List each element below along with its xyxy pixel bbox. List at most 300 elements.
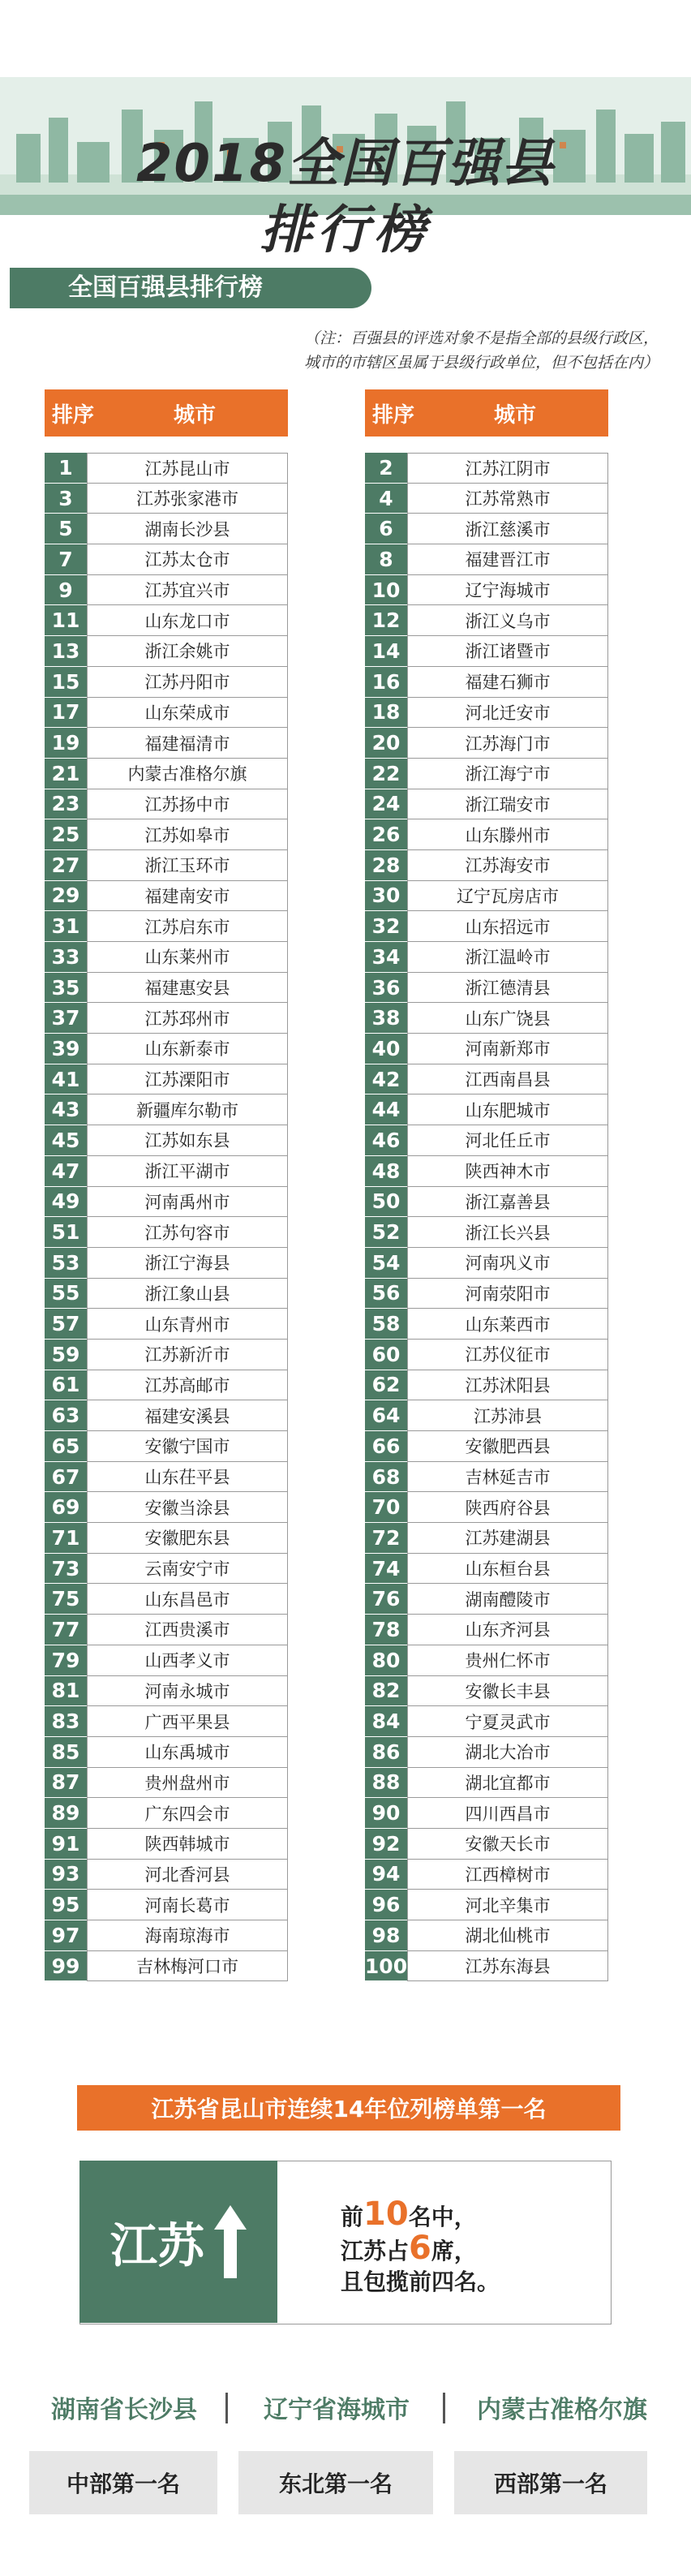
city-cell: 江苏沛县 (407, 1400, 608, 1431)
table-row (365, 881, 608, 912)
city-cell: 福建安溪县 (87, 1400, 288, 1431)
city-cell: 江苏宜兴市 (87, 575, 288, 606)
rank-cell: 79 (45, 1645, 87, 1676)
city-cell: 福建福清市 (87, 728, 288, 759)
rank-cell: 61 (45, 1370, 87, 1401)
city-cell: 山东肥城市 (407, 1094, 608, 1125)
table-row (45, 636, 288, 667)
rank-cell: 90 (365, 1798, 407, 1829)
table-row (45, 1034, 288, 1064)
table-row (45, 1768, 288, 1799)
table-row (365, 1003, 608, 1034)
table-row (45, 1706, 288, 1737)
rank-cell: 89 (45, 1798, 87, 1829)
city-cell: 山东莱州市 (87, 942, 288, 973)
table-row (45, 973, 288, 1004)
city-cell: 河南荥阳市 (407, 1279, 608, 1310)
rank-cell: 58 (365, 1309, 407, 1340)
rank-cell: 75 (45, 1584, 87, 1615)
rank-cell: 57 (45, 1309, 87, 1340)
table-row (365, 605, 608, 636)
rank-cell: 40 (365, 1034, 407, 1064)
city-cell: 安徽天长市 (407, 1829, 608, 1860)
table-row (45, 1462, 288, 1493)
city-cell: 山西孝义市 (87, 1645, 288, 1676)
city-cell: 江苏仪征市 (407, 1340, 608, 1370)
rank-cell: 18 (365, 698, 407, 729)
city-cell: 湖南长沙县 (87, 514, 288, 544)
header-rank: 排序 (371, 402, 414, 428)
city-cell: 江苏张家港市 (87, 484, 288, 514)
rank-cell: 78 (365, 1615, 407, 1645)
city-cell: 山东茌平县 (87, 1462, 288, 1493)
rank-cell: 65 (45, 1431, 87, 1462)
table-row (365, 1462, 608, 1493)
rank-cell: 25 (45, 819, 87, 850)
rank-cell: 39 (45, 1034, 87, 1064)
table-row (365, 1094, 608, 1125)
city-cell: 浙江象山县 (87, 1279, 288, 1310)
city-cell: 四川西昌市 (407, 1798, 608, 1829)
table-row (45, 1187, 288, 1218)
table-row (365, 1156, 608, 1187)
table-row (45, 1890, 288, 1920)
rank-cell: 42 (365, 1064, 407, 1095)
table-row (45, 453, 288, 484)
city-cell: 山东荣成市 (87, 698, 288, 729)
rank-cell: 56 (365, 1279, 407, 1310)
table-row (45, 1003, 288, 1034)
city-cell: 湖南醴陵市 (407, 1584, 608, 1615)
rank-cell: 33 (45, 942, 87, 973)
table-row (365, 1523, 608, 1554)
summary-number-10: 10 (363, 2195, 409, 2233)
rank-cell: 76 (365, 1584, 407, 1615)
city-cell: 江苏丹阳市 (87, 667, 288, 698)
rank-cell: 85 (45, 1737, 87, 1768)
rank-cell: 64 (365, 1400, 407, 1431)
rank-cell: 62 (365, 1370, 407, 1401)
rank-cell: 93 (45, 1860, 87, 1890)
table-row (45, 850, 288, 881)
rank-cell: 21 (45, 759, 87, 789)
city-cell: 陕西神木市 (407, 1156, 608, 1187)
rank-cell: 55 (45, 1279, 87, 1310)
rank-cell: 92 (365, 1829, 407, 1860)
table-row (365, 1645, 608, 1676)
city-cell: 河南新郑市 (407, 1034, 608, 1064)
summary-text-part: 前 (341, 2204, 364, 2230)
table-row (45, 667, 288, 698)
rank-cell: 87 (45, 1768, 87, 1799)
city-cell: 江苏江阴市 (407, 453, 608, 484)
table-row (365, 1951, 608, 1982)
rank-cell: 47 (45, 1156, 87, 1187)
rank-cell: 49 (45, 1187, 87, 1218)
table-row (45, 1156, 288, 1187)
rank-cell: 86 (365, 1737, 407, 1768)
rank-cell: 98 (365, 1920, 407, 1951)
rank-cell: 54 (365, 1248, 407, 1279)
city-cell: 宁夏灵武市 (407, 1706, 608, 1737)
city-cell: 河南长葛市 (87, 1890, 288, 1920)
city-cell: 浙江长兴县 (407, 1217, 608, 1248)
up-arrow-icon (214, 2205, 247, 2278)
rank-cell: 3 (45, 484, 87, 514)
region-name: 湖南省长沙县 (51, 2396, 197, 2424)
table-row (45, 1125, 288, 1156)
table-row (45, 484, 288, 514)
city-cell: 浙江宁海县 (87, 1248, 288, 1279)
rank-cell: 17 (45, 698, 87, 729)
city-cell: 广东四会市 (87, 1798, 288, 1829)
city-cell: 江苏常熟市 (407, 484, 608, 514)
city-cell: 新疆库尔勒市 (87, 1094, 288, 1125)
table-body (365, 453, 608, 1981)
rank-cell: 67 (45, 1462, 87, 1493)
table-row (365, 1400, 608, 1431)
city-cell: 浙江慈溪市 (407, 514, 608, 544)
city-cell: 山东新泰市 (87, 1034, 288, 1064)
divider (443, 2393, 445, 2423)
summary-text (341, 2195, 500, 2298)
summary-text-part: 名中， (408, 2204, 477, 2230)
rank-cell: 22 (365, 759, 407, 789)
rank-cell: 69 (45, 1492, 87, 1523)
table-row (45, 1951, 288, 1982)
city-cell: 湖北宜都市 (407, 1768, 608, 1799)
rank-cell: 45 (45, 1125, 87, 1156)
city-cell: 江西樟树市 (407, 1860, 608, 1890)
city-cell: 贵州仁怀市 (407, 1645, 608, 1676)
table-row (45, 1370, 288, 1401)
table-row (365, 1890, 608, 1920)
city-cell: 河北任丘市 (407, 1125, 608, 1156)
rank-cell: 53 (45, 1248, 87, 1279)
region-label: 中部第一名 (29, 2451, 217, 2514)
city-cell: 江苏沭阳县 (407, 1370, 608, 1401)
city-cell: 贵州盘州市 (87, 1768, 288, 1799)
city-cell: 安徽长丰县 (407, 1676, 608, 1707)
table-row (365, 544, 608, 575)
rank-cell: 10 (365, 575, 407, 606)
city-cell: 江苏启东市 (87, 911, 288, 942)
city-cell: 山东广饶县 (407, 1003, 608, 1034)
city-cell: 陕西韩城市 (87, 1829, 288, 1860)
rank-cell: 29 (45, 881, 87, 912)
rank-cell: 36 (365, 973, 407, 1004)
rank-cell: 73 (45, 1554, 87, 1585)
summary-province: 江苏 (109, 2218, 204, 2273)
table-row (365, 728, 608, 759)
rank-cell: 8 (365, 544, 407, 575)
table-row (45, 819, 288, 850)
city-cell: 安徽肥西县 (407, 1431, 608, 1462)
rank-cell: 13 (45, 636, 87, 667)
summary-text-part: 席， (431, 2238, 477, 2264)
city-cell: 山东招远市 (407, 911, 608, 942)
region-name: 辽宁省海城市 (264, 2396, 410, 2424)
table-row (45, 544, 288, 575)
table-row (45, 1431, 288, 1462)
rank-cell: 52 (365, 1217, 407, 1248)
city-cell: 山东滕州市 (407, 819, 608, 850)
table-row (45, 1279, 288, 1310)
rank-cell: 34 (365, 942, 407, 973)
rank-cell: 71 (45, 1523, 87, 1554)
table-row (45, 728, 288, 759)
rank-cell: 59 (45, 1340, 87, 1370)
city-cell: 江苏句容市 (87, 1217, 288, 1248)
city-cell: 江苏邳州市 (87, 1003, 288, 1034)
table-row (365, 575, 608, 606)
page-title: 2018全国百强县 (135, 134, 556, 194)
summary-province-block (79, 2161, 277, 2323)
table-row (365, 942, 608, 973)
rank-cell: 23 (45, 789, 87, 820)
city-cell: 湖北大冶市 (407, 1737, 608, 1768)
table-row (45, 1400, 288, 1431)
section-tab: 全国百强县排行榜 (10, 268, 371, 308)
rank-cell: 50 (365, 1187, 407, 1218)
table-row (365, 453, 608, 484)
table-row (365, 1034, 608, 1064)
city-cell: 山东莱西市 (407, 1309, 608, 1340)
city-cell: 浙江诸暨市 (407, 636, 608, 667)
table-row (45, 1860, 288, 1890)
rank-cell: 15 (45, 667, 87, 698)
city-cell: 吉林梅河口市 (87, 1951, 288, 1982)
city-cell: 浙江义乌市 (407, 605, 608, 636)
table-row (45, 759, 288, 789)
rank-cell: 80 (365, 1645, 407, 1676)
table-row (365, 1798, 608, 1829)
table-row (45, 881, 288, 912)
city-cell: 江西南昌县 (407, 1064, 608, 1095)
table-row (365, 1492, 608, 1523)
footnote-line-1: （注：百强县的评选对象不是指全部的县级行政区， (303, 329, 659, 347)
table-row (45, 1584, 288, 1615)
city-cell: 山东齐河县 (407, 1615, 608, 1645)
city-cell: 山东龙口市 (87, 605, 288, 636)
table-row (45, 1615, 288, 1645)
rank-cell: 81 (45, 1676, 87, 1707)
region-label: 西部第一名 (454, 2451, 647, 2514)
city-cell: 江苏东海县 (407, 1951, 608, 1982)
summary-banner: 江苏省昆山市连续14年位列榜单第一名 (77, 2085, 620, 2131)
city-cell: 浙江德清县 (407, 973, 608, 1004)
city-cell: 安徽当涂县 (87, 1492, 288, 1523)
rank-cell: 44 (365, 1094, 407, 1125)
rank-cell: 51 (45, 1217, 87, 1248)
rank-cell: 27 (45, 850, 87, 881)
city-cell: 山东昌邑市 (87, 1584, 288, 1615)
table-row (45, 942, 288, 973)
table-row (365, 911, 608, 942)
city-cell: 辽宁海城市 (407, 575, 608, 606)
city-cell: 山东禹城市 (87, 1737, 288, 1768)
table-row (365, 1431, 608, 1462)
table-row (45, 789, 288, 820)
city-cell: 江苏如东县 (87, 1125, 288, 1156)
city-cell: 河南巩义市 (407, 1248, 608, 1279)
city-cell: 陕西府谷县 (407, 1492, 608, 1523)
rank-cell: 37 (45, 1003, 87, 1034)
region-label: 东北第一名 (238, 2451, 433, 2514)
city-cell: 江苏高邮市 (87, 1370, 288, 1401)
rank-cell: 43 (45, 1094, 87, 1125)
city-cell: 江苏太仓市 (87, 544, 288, 575)
city-cell: 江苏扬中市 (87, 789, 288, 820)
city-cell: 浙江玉环市 (87, 850, 288, 881)
summary-text-part: 江苏占 (341, 2238, 410, 2264)
rank-cell: 46 (365, 1125, 407, 1156)
table-row (365, 636, 608, 667)
city-cell: 江苏昆山市 (87, 453, 288, 484)
rank-cell: 91 (45, 1829, 87, 1860)
rank-cell: 83 (45, 1706, 87, 1737)
rank-cell: 5 (45, 514, 87, 544)
rank-cell: 41 (45, 1064, 87, 1095)
table-row (45, 1309, 288, 1340)
header-city: 城市 (173, 402, 216, 428)
city-cell: 辽宁瓦房店市 (407, 881, 608, 912)
rank-cell: 95 (45, 1890, 87, 1920)
rank-cell: 30 (365, 881, 407, 912)
table-row (45, 1064, 288, 1095)
rank-cell: 11 (45, 605, 87, 636)
page-subtitle: 排行榜 (260, 200, 431, 260)
rank-cell: 48 (365, 1156, 407, 1187)
city-cell: 江苏如皋市 (87, 819, 288, 850)
table-row (365, 1920, 608, 1951)
footnote-line-2: 城市的市辖区虽属于县级行政单位，但不包括在内） (303, 354, 659, 372)
table-row (45, 1094, 288, 1125)
table-body (45, 453, 288, 1981)
city-cell: 浙江瑞安市 (407, 789, 608, 820)
ranking-table-left (45, 389, 288, 1981)
city-cell: 浙江平湖市 (87, 1156, 288, 1187)
city-cell: 吉林延吉市 (407, 1462, 608, 1493)
city-cell: 江苏新沂市 (87, 1340, 288, 1370)
table-row (365, 1584, 608, 1615)
city-cell: 浙江温岭市 (407, 942, 608, 973)
rank-cell: 19 (45, 728, 87, 759)
summary-number-6: 6 (409, 2230, 431, 2267)
rank-cell: 82 (365, 1676, 407, 1707)
table-row (45, 1676, 288, 1707)
city-cell: 江西贵溪市 (87, 1615, 288, 1645)
rank-cell: 9 (45, 575, 87, 606)
city-cell: 山东青州市 (87, 1309, 288, 1340)
table-row (45, 698, 288, 729)
city-cell: 福建惠安县 (87, 973, 288, 1004)
table-header (45, 389, 288, 437)
city-cell: 江苏海门市 (407, 728, 608, 759)
city-cell: 河北迁安市 (407, 698, 608, 729)
table-row (365, 1248, 608, 1279)
city-cell: 河北辛集市 (407, 1890, 608, 1920)
table-row (365, 1187, 608, 1218)
table-row (45, 911, 288, 942)
rank-cell: 99 (45, 1951, 87, 1982)
city-cell: 福建石狮市 (407, 667, 608, 698)
table-row (45, 1798, 288, 1829)
ranking-table-right (365, 389, 608, 1981)
table-row (45, 1523, 288, 1554)
rank-cell: 24 (365, 789, 407, 820)
table-row (365, 1768, 608, 1799)
city-cell: 安徽肥东县 (87, 1523, 288, 1554)
region-name: 内蒙古准格尔旗 (477, 2396, 647, 2424)
table-row (45, 514, 288, 544)
table-row (365, 1279, 608, 1310)
table-row (365, 759, 608, 789)
table-row (365, 850, 608, 881)
city-cell: 福建南安市 (87, 881, 288, 912)
rank-cell: 26 (365, 819, 407, 850)
rank-cell: 68 (365, 1462, 407, 1493)
city-cell: 内蒙古准格尔旗 (87, 759, 288, 789)
table-row (45, 1248, 288, 1279)
header-city: 城市 (493, 402, 536, 428)
table-row (365, 819, 608, 850)
rank-cell: 7 (45, 544, 87, 575)
rank-cell: 88 (365, 1768, 407, 1799)
table-row (365, 484, 608, 514)
table-row (365, 1554, 608, 1585)
rank-cell: 28 (365, 850, 407, 881)
city-cell: 山东桓台县 (407, 1554, 608, 1585)
table-row (365, 698, 608, 729)
city-cell: 河南禹州市 (87, 1187, 288, 1218)
city-cell: 河北香河县 (87, 1860, 288, 1890)
rank-cell: 14 (365, 636, 407, 667)
city-cell: 广西平果县 (87, 1706, 288, 1737)
rank-cell: 77 (45, 1615, 87, 1645)
table-row (365, 1706, 608, 1737)
table-row (45, 1737, 288, 1768)
rank-cell: 100 (365, 1951, 407, 1982)
table-row (45, 1645, 288, 1676)
table-row (365, 973, 608, 1004)
divider (225, 2393, 228, 2423)
table-row (365, 1309, 608, 1340)
rank-cell: 32 (365, 911, 407, 942)
rank-cell: 72 (365, 1523, 407, 1554)
city-cell: 安徽宁国市 (87, 1431, 288, 1462)
table-row (365, 1340, 608, 1370)
table-row (365, 1737, 608, 1768)
table-row (365, 1860, 608, 1890)
rank-cell: 60 (365, 1340, 407, 1370)
rank-cell: 70 (365, 1492, 407, 1523)
header-rank: 排序 (51, 402, 94, 428)
rank-cell: 6 (365, 514, 407, 544)
summary-text-line-3: 且包揽前四名。 (341, 2269, 500, 2295)
rank-cell: 66 (365, 1431, 407, 1462)
rank-cell: 96 (365, 1890, 407, 1920)
table-row (45, 1217, 288, 1248)
city-cell: 江苏海安市 (407, 850, 608, 881)
table-row (45, 1920, 288, 1951)
table-row (365, 1829, 608, 1860)
table-row (365, 514, 608, 544)
city-cell: 海南琼海市 (87, 1920, 288, 1951)
rank-cell: 63 (45, 1400, 87, 1431)
rank-cell: 84 (365, 1706, 407, 1737)
table-header (365, 389, 608, 437)
